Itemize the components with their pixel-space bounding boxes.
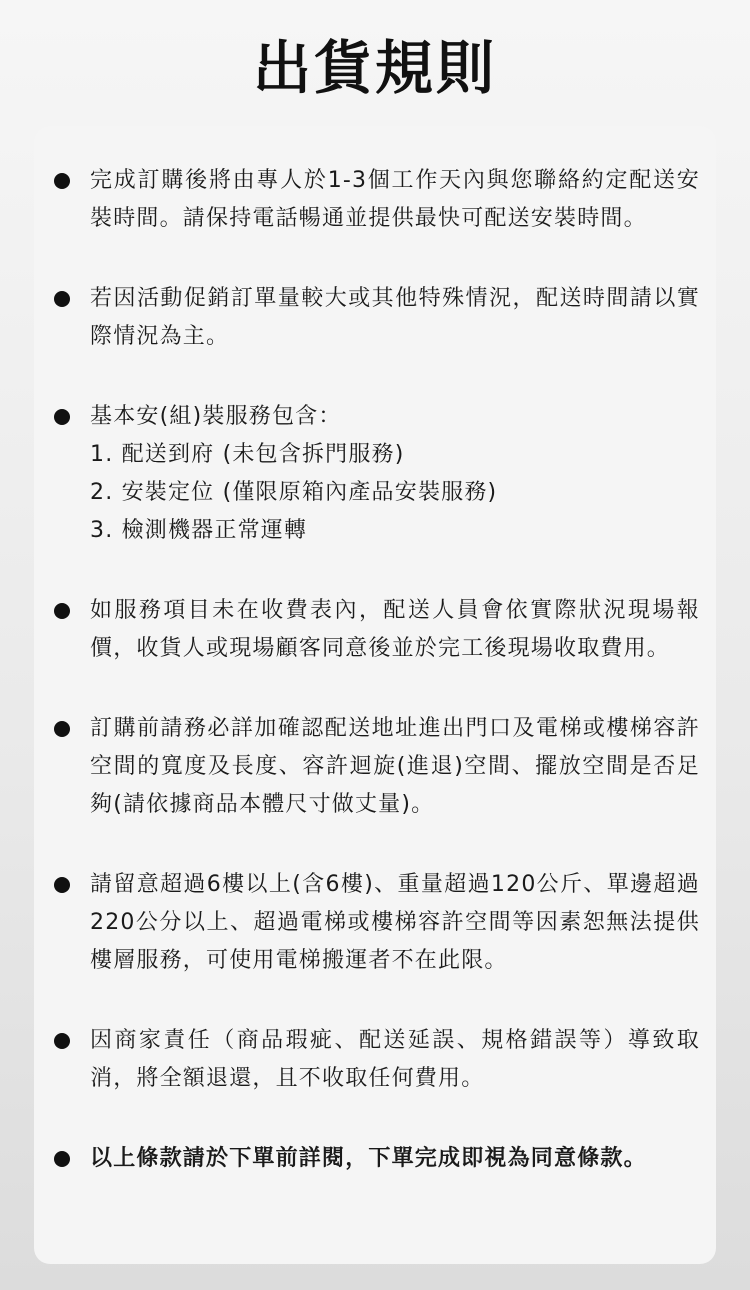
rule-item-6: [54, 866, 700, 980]
bullet-icon: [54, 173, 70, 189]
rule-item-1: [54, 162, 700, 238]
rule-item-5: [54, 710, 700, 824]
bullet-icon: [54, 603, 70, 619]
bullet-icon: [54, 877, 70, 893]
rule-item-4: [54, 592, 700, 668]
bullet-icon: [54, 409, 70, 425]
rule-text: 基本安(組)裝服務包含：: [90, 404, 342, 429]
rule-text: 因商家責任（商品瑕疵、配送延誤、規格錯誤等）導致取消，將全額退還，且不收取任何費用。: [90, 1028, 700, 1091]
rule-item-2: [54, 280, 700, 356]
rule-text: 完成訂購後將由專人於1-3個工作天內與您聯絡約定配送安裝時間。請保持電話暢通並提供最快可配送安裝時間。: [90, 168, 700, 231]
bullet-icon: [54, 291, 70, 307]
rules-card: [34, 126, 716, 1264]
rule-item-3: [54, 398, 700, 550]
bullet-icon: [54, 1033, 70, 1049]
rule-text: 如服務項目未在收費表內，配送人員會依實際狀況現場報價，收貨人或現場顧客同意後並於完工後現場收取費用。: [90, 598, 700, 661]
page-title: 出貨規則: [252, 34, 497, 102]
sub-list-item: 3. 檢測機器正常運轉: [90, 518, 308, 543]
sub-list-item: 2. 安裝定位 (僅限原箱內產品安裝服務): [90, 480, 498, 505]
bullet-icon: [54, 721, 70, 737]
rule-item-8: [54, 1140, 700, 1178]
rule-text: 訂購前請務必詳加確認配送地址進出門口及電梯或樓梯容許空間的寬度及長度、容許迴旋(進退)空間、擺放空間是否足夠(請依據商品本體尺寸做丈量)。: [90, 716, 700, 817]
rule-text: 請留意超過6樓以上(含6樓)、重量超過120公斤、單邊超過220公分以上、超過電梯或樓梯容許空間等因素恕無法提供樓層服務，可使用電梯搬運者不在此限。: [90, 872, 700, 973]
sub-list-item: 1. 配送到府 (未包含拆門服務): [90, 442, 405, 467]
rule-item-7: [54, 1022, 700, 1098]
bullet-icon: [54, 1151, 70, 1167]
rule-text: 以上條款請於下單前詳閱，下單完成即視為同意條款。: [90, 1146, 647, 1171]
rule-text: 若因活動促銷訂單量較大或其他特殊情況，配送時間請以實際情況為主。: [90, 286, 700, 349]
service-sub-list: [90, 436, 700, 550]
